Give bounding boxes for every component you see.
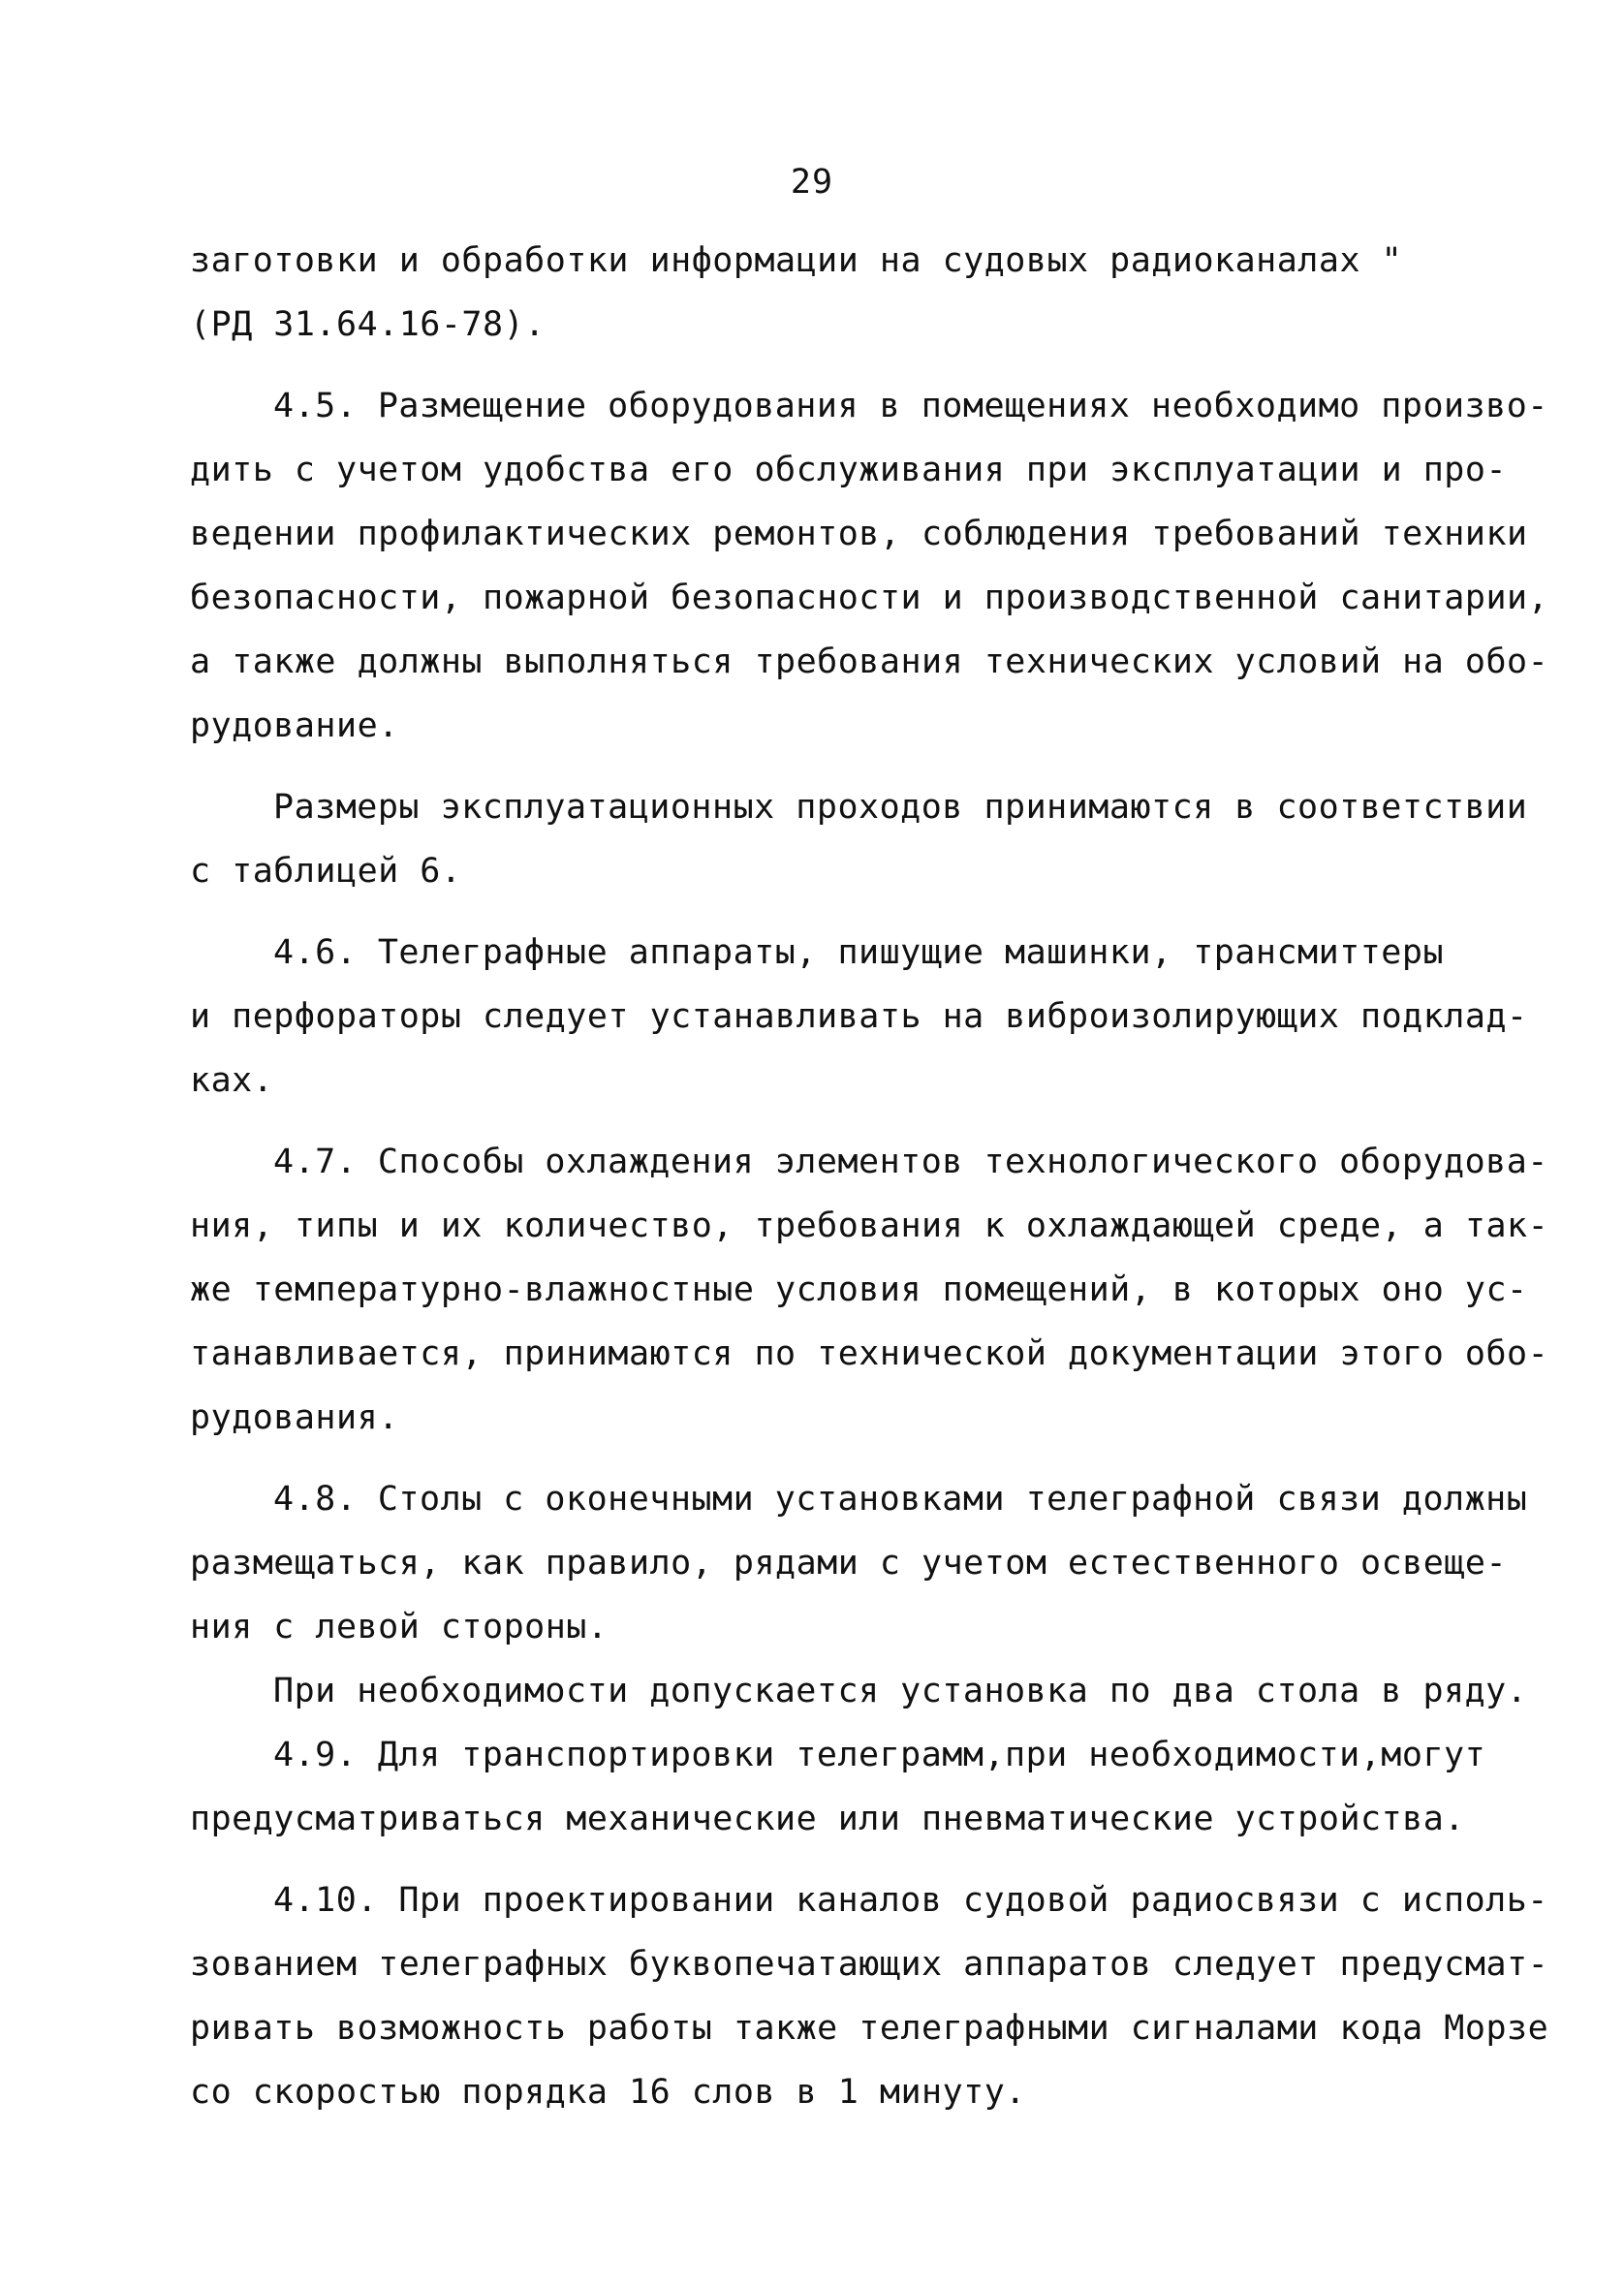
paragraph-4-9 — [190, 1723, 1486, 1851]
text-line: 4.7. Способы охлаждения элементов технологического оборудова- — [273, 1143, 1548, 1181]
body-text — [190, 229, 1549, 2124]
text-line: зованием телеграфных буквопечатающих аппаратов следует предусмат- — [190, 1945, 1549, 1984]
paragraph-two-tables — [190, 1659, 1528, 1723]
text-line: же температурно-влажностные условия помещений, в которых оно ус- — [190, 1270, 1528, 1309]
paragraph-passage-sizes — [190, 775, 1528, 903]
text-line: 4.5. Размещение оборудования в помещениях необходимо произво- — [273, 387, 1548, 425]
paragraph-4-8 — [190, 1467, 1528, 1659]
page-number: 29 — [790, 163, 834, 202]
text-line: Размеры эксплуатационных проходов принимаются в соответствии — [273, 788, 1528, 827]
text-line: со скоростью порядка 16 слов в 1 минуту. — [190, 2073, 1026, 2112]
text-line: размещаться, как правило, рядами с учетом естественного освеще- — [190, 1544, 1508, 1583]
text-line: и перфораторы следует устанавливать на виброизолирующих подклад- — [190, 997, 1528, 1036]
paragraph-4-7 — [190, 1130, 1549, 1450]
text-line: рудование. — [190, 706, 399, 745]
text-line: ния, типы и их количество, требования к охлаждающей среде, а так- — [190, 1207, 1549, 1245]
text-line: При необходимости допускается установка по два стола в ряду. — [273, 1672, 1528, 1710]
text-line: 4.8. Столы с оконечными установками телеграфной связи должны — [273, 1480, 1528, 1519]
text-line: ведении профилактических ремонтов, соблюдения требований техники — [190, 515, 1528, 553]
paragraph-4-10 — [190, 1868, 1549, 2124]
text-line: заготовки и обработки информации на судовых радиоканалах " — [190, 241, 1403, 280]
text-line: предусматриваться механические или пневматические устройства. — [190, 1800, 1465, 1838]
text-line: ния с левой стороны. — [190, 1608, 609, 1646]
text-line: дить с учетом удобства его обслуживания при эксплуатации и про- — [190, 451, 1508, 489]
text-line: ках. — [190, 1061, 274, 1100]
paragraph-4-5 — [190, 374, 1549, 758]
text-line: с таблицей 6. — [190, 852, 462, 891]
paragraph-4-6 — [190, 921, 1528, 1113]
text-line: рудования. — [190, 1398, 399, 1437]
text-line: 4.10. При проектировании каналов судовой радиосвязи с исполь- — [273, 1881, 1548, 1920]
text-line: 4.6. Телеграфные аппараты, пишущие машинки, трансмиттеры — [273, 933, 1445, 972]
text-line: а также должны выполняться требования технических условий на обо- — [190, 643, 1549, 681]
text-line: ривать возможность работы также телеграфными сигналами кода Морзе — [190, 2009, 1549, 2048]
text-line: (РД 31.64.16-78). — [190, 305, 546, 344]
text-line: 4.9. Для транспортировки телеграмм,при необходимости,могут — [273, 1736, 1486, 1774]
text-line: танавливается, принимаются по технической документации этого обо- — [190, 1334, 1549, 1373]
paragraph-continuation — [190, 229, 1469, 357]
text-line: безопасности, пожарной безопасности и производственной санитарии, — [190, 579, 1549, 617]
